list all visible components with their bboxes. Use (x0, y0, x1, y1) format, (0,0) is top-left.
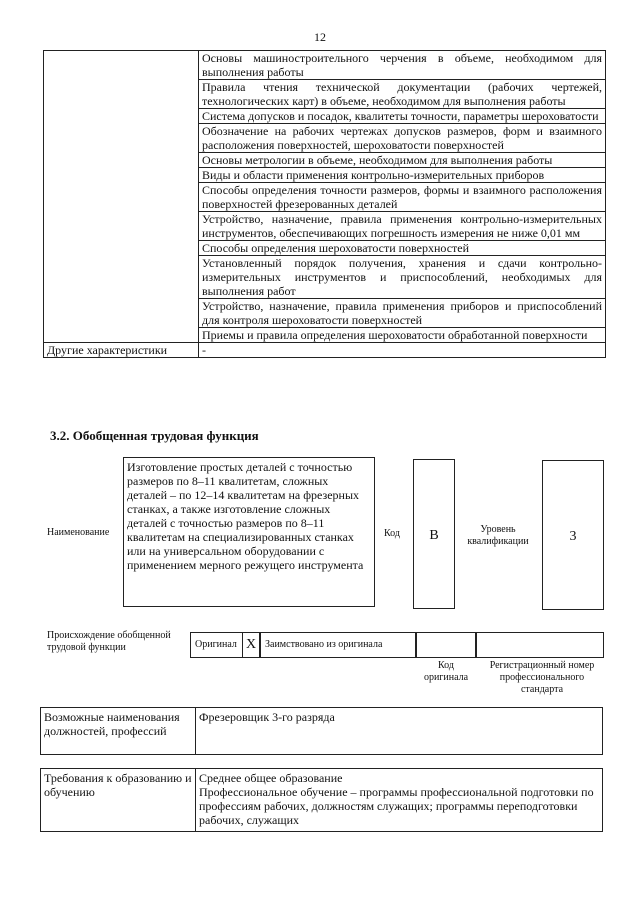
knowledge-left-cell (44, 328, 199, 343)
other-characteristics-label: Другие характеристики (44, 343, 199, 358)
table-row (44, 51, 606, 80)
knowledge-table (43, 50, 606, 358)
education-label: Требования к образованию и обучению (41, 769, 196, 832)
education-table (40, 768, 603, 832)
knowledge-item: Устройство, назначение, правила применения контрольно-измерительных инструментов, обеспечивающих погрешность измерения не ниже 0,01 мм (199, 212, 606, 241)
table-row (44, 241, 606, 256)
education-line: Профессиональное обучение – программы профессиональной подготовки по профессиям рабочих, должностям служащих; программы переподготовки рабочих, служащих (199, 785, 594, 827)
knowledge-left-cell (44, 153, 199, 168)
positions-value: Фрезеровщик 3-го разряда (196, 708, 603, 755)
borrowed-label: Заимствовано из оригинала (260, 632, 416, 658)
table-row (44, 153, 606, 168)
knowledge-left-cell (44, 299, 199, 328)
knowledge-item: Способы определения точности размеров, формы и взаимного расположения поверхностей фрезерованных деталей (199, 183, 606, 212)
knowledge-left-cell (44, 124, 199, 153)
education-line: Среднее общее образование (199, 771, 343, 785)
name-label: Наименование (47, 527, 110, 538)
knowledge-item: Основы машиностроительного черчения в объеме, необходимом для выполнения работы (199, 51, 606, 80)
knowledge-item: Система допусков и посадок, квалитеты точности, параметры шероховатости (199, 109, 606, 124)
page-number: 12 (314, 30, 326, 44)
knowledge-item: Способы определения шероховатости поверхностей (199, 241, 606, 256)
knowledge-item: Приемы и правила определения шероховатости обработанной поверхности (199, 328, 606, 343)
code-label: Код (384, 528, 400, 539)
knowledge-item: Обозначение на рабочих чертежах допусков размеров, форм и взаимного расположения поверхностей, шероховатости поверхностей (199, 124, 606, 153)
code-original-caption: Код оригинала (423, 660, 469, 683)
knowledge-left-cell (44, 241, 199, 256)
knowledge-left-cell (44, 183, 199, 212)
knowledge-item: Правила чтения технической документации (рабочих чертежей, технологических карт) в объеме, необходимом для выполнения работы (199, 80, 606, 109)
table-row (44, 168, 606, 183)
original-label: Оригинал (190, 632, 242, 658)
table-row (44, 328, 606, 343)
origin-label: Происхождение обобщенной трудовой функции (47, 630, 171, 653)
section-title: 3.2. Обобщенная трудовая функция (50, 428, 259, 443)
reg-number-caption: Регистрационный номер профессионального стандарта (489, 660, 595, 695)
knowledge-left-cell (44, 80, 199, 109)
knowledge-left-cell (44, 256, 199, 299)
knowledge-left-cell (44, 212, 199, 241)
level-label: Уровень квалификации (467, 524, 529, 547)
reg-number-cell (476, 632, 604, 658)
knowledge-left-cell (44, 51, 199, 80)
knowledge-item: Устройство, назначение, правила применения приборов и приспособлений для контроля шероховатости поверхностей (199, 299, 606, 328)
knowledge-item: Виды и области применения контрольно-измерительных приборов (199, 168, 606, 183)
general-function-name: Изготовление простых деталей с точностью размеров по 8–11 квалитетам, сложных деталей – по 12–14 квалитетам на фрезерных станках, а также изготовление сложных деталей с точностью размеров по 8–11 квалитетам на специализированных станках или на универсальном оборудовании с применением мерного режущего инструмента (123, 457, 375, 607)
education-value (196, 769, 603, 832)
knowledge-item: Установленный порядок получения, хранения и сдачи контрольно-измерительных инструментов и приспособлений, необходимых для выполнения работ (199, 256, 606, 299)
knowledge-item: Основы метрологии в объеме, необходимом для выполнения работы (199, 153, 606, 168)
level-value: 3 (542, 460, 604, 610)
code-value: В (413, 459, 455, 609)
knowledge-left-cell (44, 168, 199, 183)
original-code-cell (416, 632, 476, 658)
original-mark[interactable]: Х (242, 632, 260, 658)
origin-row (190, 632, 604, 658)
table-row (44, 212, 606, 241)
table-row (44, 299, 606, 328)
knowledge-left-cell (44, 109, 199, 124)
positions-label: Возможные наименования должностей, профессий (41, 708, 196, 755)
table-row (44, 343, 606, 358)
table-row (44, 109, 606, 124)
table-row (44, 124, 606, 153)
table-row (44, 183, 606, 212)
table-row (44, 80, 606, 109)
positions-table (40, 707, 603, 755)
table-row (44, 256, 606, 299)
other-characteristics-value: - (199, 343, 606, 358)
